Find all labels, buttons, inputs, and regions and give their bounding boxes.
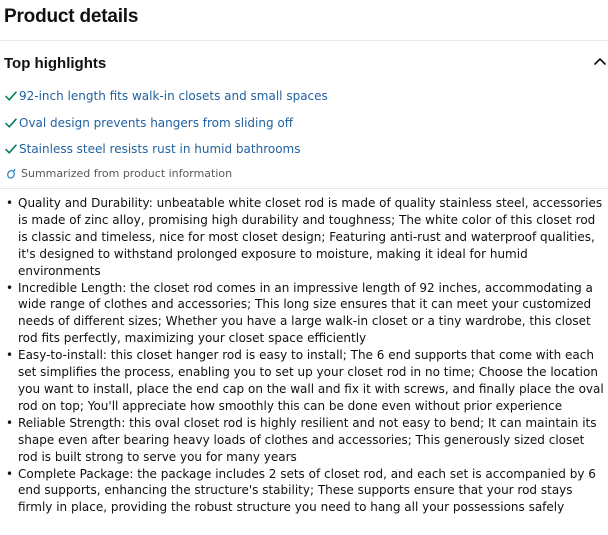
highlight-item[interactable] [4, 139, 328, 166]
bullet-dot: • [6, 348, 14, 363]
bullet-text: Reliable Strength: this oval closet rod is highly resilient and not easy to bend; It can maintain its shape even after bearing heavy loads of clothes and accessories; This generously sized closet rod is built strong to serve you for many years [18, 415, 597, 464]
divider [0, 188, 608, 189]
check-icon [4, 89, 18, 103]
divider [0, 40, 608, 41]
top-highlights-header[interactable] [0, 52, 608, 76]
bullet-text: Incredible Length: the closet rod comes in an impressive length of 92 inches, accommodating a wide range of clothes and accessories; This long size ensures that it can meet your customized needs of different sizes; Whether you have a large walk-in closet or a tiny wardrobe, this closet rod fits perfectly, maximizing your closet space efficiently [18, 280, 593, 346]
bullet-item [4, 415, 604, 466]
bullet-dot: • [6, 466, 14, 481]
highlights-list [4, 86, 328, 166]
ai-summary-icon [5, 168, 17, 180]
highlight-text[interactable]: 92-inch length fits walk-in closets and small spaces [19, 89, 328, 103]
feature-bullets [4, 195, 604, 516]
highlight-text[interactable]: Stainless steel resists rust in humid bathrooms [19, 142, 301, 157]
bullet-text: Complete Package: the package includes 2 sets of closet rod, and each set is accompanied by 6 end supports, enhancing the structure's stability; These supports ensure that your rod stays firmly in place, providing the robust structure you need to hang all your possessions safely [18, 466, 596, 515]
bullet-dot: • [6, 280, 14, 295]
highlight-item[interactable] [4, 86, 328, 113]
chevron-up-icon[interactable] [593, 56, 607, 66]
bullet-dot: • [6, 415, 14, 430]
check-icon [4, 116, 18, 130]
highlight-item[interactable] [4, 113, 328, 140]
bullet-text: Quality and Durability: unbeatable white closet rod is made of quality stainless steel, accessories is made of zinc alloy, promising high durability and toughness; The white color of this closet rod is classic and timeless, nice for most closet design; Featuring anti-rust and waterproof qualities, it's designed to withstand prolonged exposure to moisture, making it ideal for humid environments [18, 196, 603, 278]
bullet-item [4, 195, 604, 280]
bullet-item [4, 347, 604, 415]
bullet-item [4, 280, 604, 348]
highlight-text[interactable]: Oval design prevents hangers from sliding off [19, 115, 294, 130]
bullet-dot: • [6, 196, 14, 210]
summary-text: Summarized from product information [21, 167, 233, 180]
page-title: Product details [4, 6, 139, 27]
bullet-text: Easy-to-install: this closet hanger rod is easy to install; The 6 end supports that come with each set simplifies the process, enabling you to set up your closet rod in no time; Choose the location you want to install, place the end cap on the wall and fix it with screws, and finally place the oval rod on top; You'll appreciate how smoothly this can be done even without prior experience [18, 348, 604, 413]
check-icon [4, 142, 18, 156]
section-title: Top highlights [4, 55, 107, 72]
bullet-item [4, 466, 604, 517]
summary-note [4, 166, 232, 182]
